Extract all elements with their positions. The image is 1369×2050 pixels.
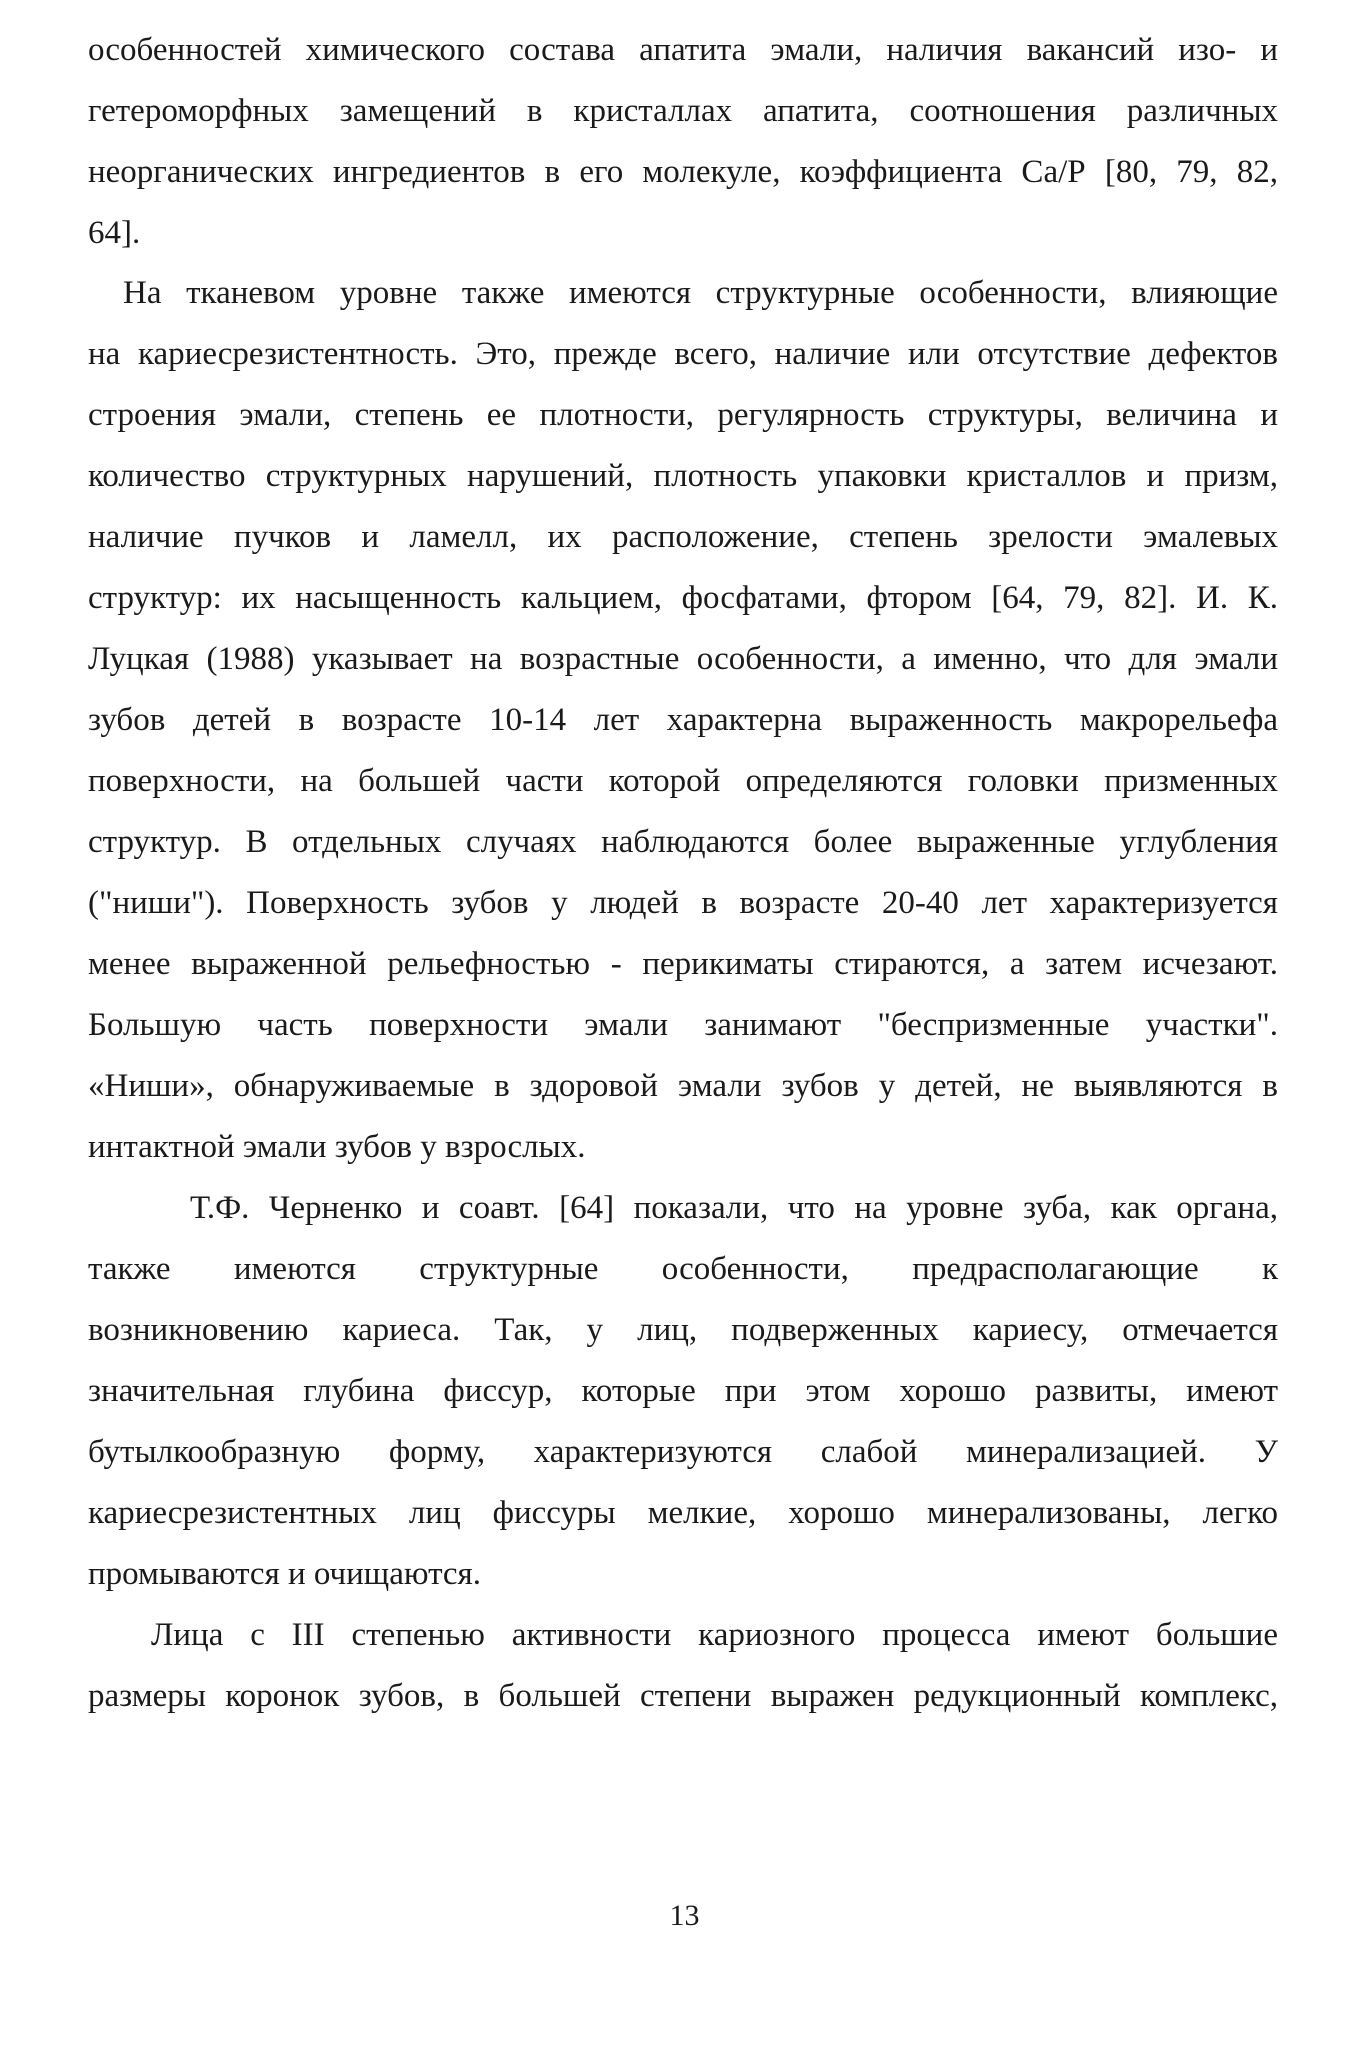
page-number: 13 — [669, 1899, 700, 1932]
text-line: менее выраженной рельефностью - перикиматы стираются, а затем исчезают. — [88, 946, 1278, 982]
text-line: структур. В отдельных случаях наблюдаются более выраженные углубления — [88, 824, 1278, 860]
text-line: кариесрезистентных лиц фиссуры мелкие, хорошо минерализованы, легко — [88, 1495, 1278, 1531]
text-line: неорганических ингредиентов в его молекуле, коэффициента Са/Р [80, 79, 82, — [88, 154, 1278, 190]
text-line: 64]. — [88, 215, 141, 251]
text-line: значительная глубина фиссур, которые при этом хорошо развиты, имеют — [88, 1373, 1278, 1409]
text-line: на кариесрезистентность. Это, прежде всего, наличие или отсутствие дефектов — [88, 336, 1278, 372]
text-line: Т.Ф. Черненко и соавт. [64] показали, что на уровне зуба, как органа, — [190, 1190, 1278, 1226]
text-line: структур: их насыщенность кальцием, фосфатами, фтором [64, 79, 82]. И. К. — [88, 580, 1278, 616]
text-line: промываются и очищаются. — [88, 1556, 481, 1592]
text-line: «Ниши», обнаруживаемые в здоровой эмали зубов у детей, не выявляются в — [88, 1068, 1278, 1104]
text-line: размеры коронок зубов, в большей степени выражен редукционный комплекс, — [88, 1678, 1278, 1714]
text-line: зубов детей в возрасте 10-14 лет характерна выраженность макрорельефа — [88, 702, 1278, 738]
text-line: количество структурных нарушений, плотность упаковки кристаллов и призм, — [88, 458, 1278, 494]
text-line: Луцкая (1988) указывает на возрастные особенности, а именно, что для эмали — [88, 641, 1278, 677]
text-line: Большую часть поверхности эмали занимают "беспризменные участки". — [88, 1007, 1278, 1043]
text-line: Лица с III степенью активности кариозного процесса имеют большие — [151, 1617, 1278, 1653]
text-line: также имеются структурные особенности, предрасполагающие к — [88, 1251, 1278, 1287]
text-line: интактной эмали зубов у взрослых. — [88, 1129, 586, 1165]
text-line: особенностей химического состава апатита эмали, наличия вакансий изо- и — [88, 32, 1278, 68]
text-line: наличие пучков и ламелл, их расположение, степень зрелости эмалевых — [88, 519, 1278, 555]
text-line: строения эмали, степень ее плотности, регулярность структуры, величина и — [88, 397, 1278, 433]
text-line: поверхности, на большей части которой определяются головки призменных — [88, 763, 1278, 799]
text-line: На тканевом уровне также имеются структурные особенности, влияющие — [123, 275, 1278, 311]
text-line: ("ниши"). Поверхность зубов у людей в возрасте 20-40 лет характеризуется — [88, 885, 1278, 921]
text-line: возникновению кариеса. Так, у лиц, подверженных кариесу, отмечается — [88, 1312, 1278, 1348]
text-line: бутылкообразную форму, характеризуются слабой минерализацией. У — [88, 1434, 1278, 1470]
text-line: гетероморфных замещений в кристаллах апатита, соотношения различных — [88, 93, 1278, 129]
